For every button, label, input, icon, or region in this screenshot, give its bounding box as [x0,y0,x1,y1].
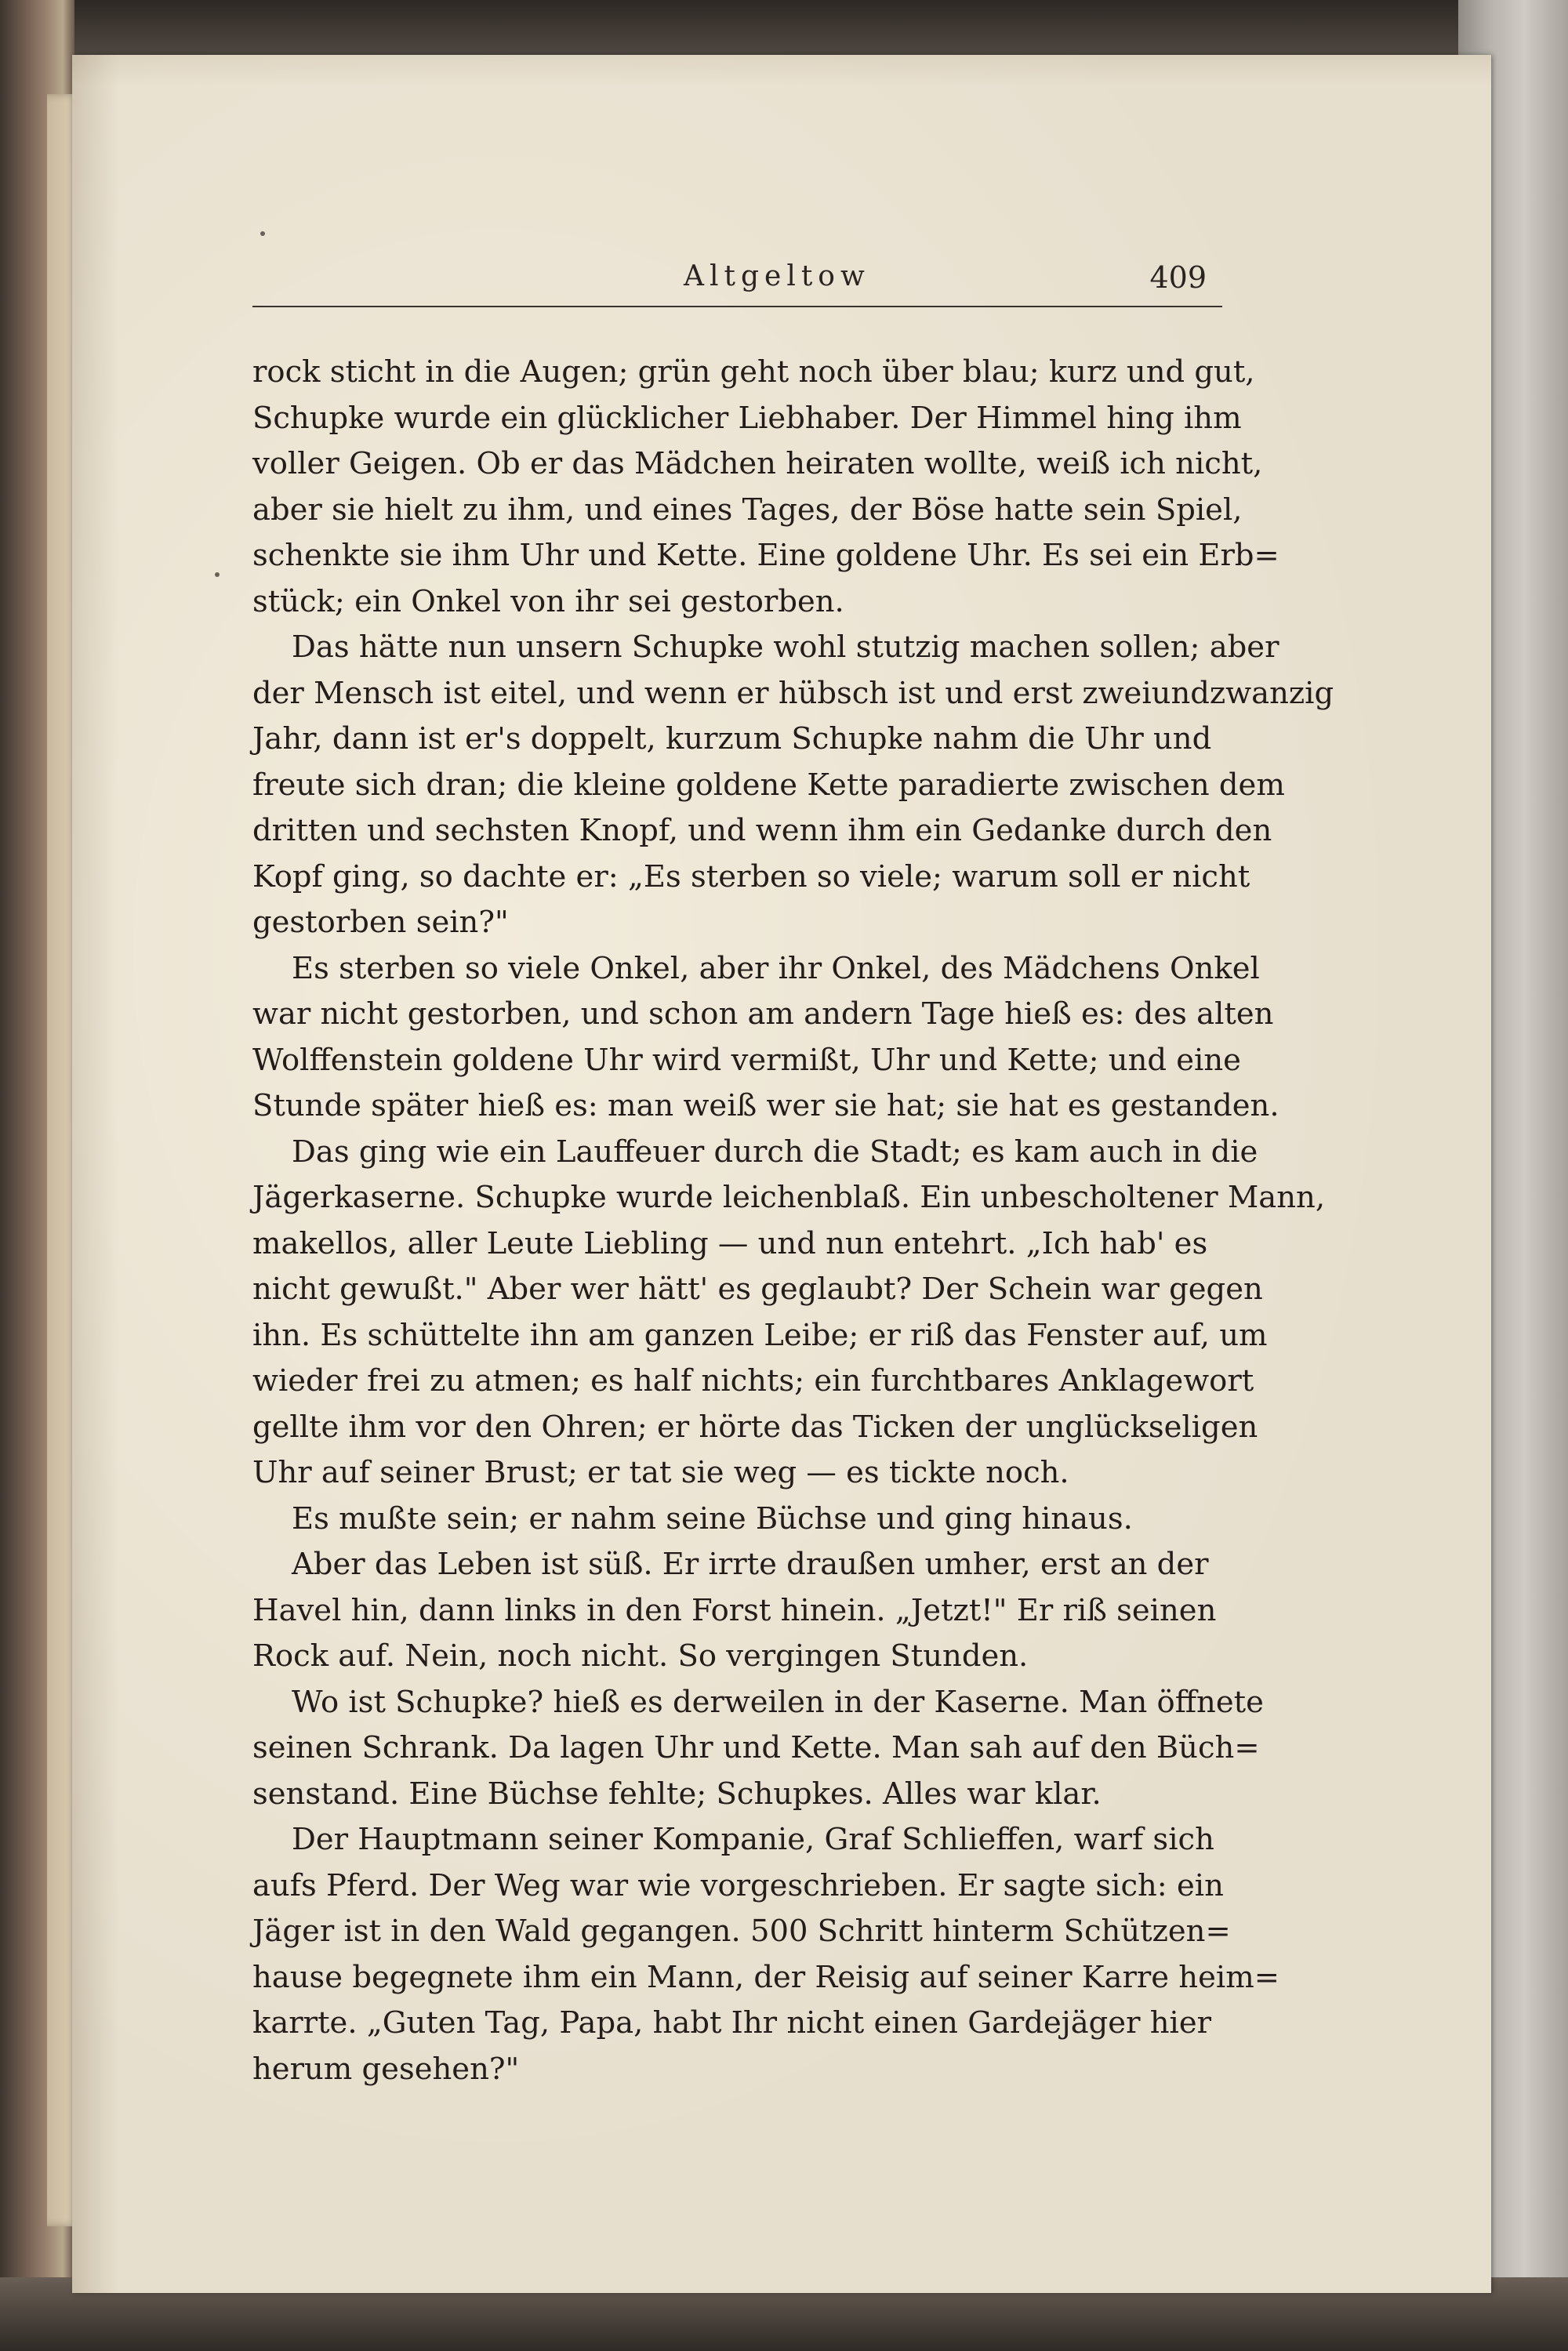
text-line: Stunde später hieß es: man weiß wer sie hat; sie hat es gestanden. [252,1088,1279,1123]
text-line: herum gesehen?" [252,2051,520,2087]
text-line: nicht gewußt." Aber wer hätt' es geglaubt? Der Schein war gegen [252,1272,1263,1307]
text-line: der Mensch ist eitel, und wenn er hübsch ist und erst zweiundzwanzig [252,675,1334,711]
text-line: freute sich dran; die kleine goldene Kette paradierte zwischen dem [252,767,1285,803]
text-line: war nicht gestorben, und schon am andern Tage hieß es: des alten [252,996,1274,1032]
body-text [252,350,1334,2092]
text-line: Jäger ist in den Wald gegangen. 500 Schritt hinterm Schützen= [252,1914,1231,1949]
text-line: voller Geigen. Ob er das Mädchen heiraten wollte, weiß ich nicht, [252,446,1263,481]
text-line: Aber das Leben ist süß. Er irrte draußen umher, erst an der [292,1547,1209,1582]
text-line: Wolffenstein goldene Uhr wird vermißt, Uhr und Kette; und eine [252,1042,1241,1078]
text-line: makellos, aller Leute Liebling — und nun entehrt. „Ich hab' es [252,1225,1208,1261]
text-line: Jägerkaserne. Schupke wurde leichenblaß. Ein unbescholtener Mann, [252,1180,1326,1215]
text-line: Schupke wurde ein glücklicher Liebhaber. Der Himmel hing ihm [252,400,1242,436]
text-line: Kopf ging, so dachte er: „Es sterben so viele; warum soll er nicht [252,858,1250,894]
page-paper [72,55,1491,2293]
text-line: Rock auf. Nein, noch nicht. So vergingen Stunden. [252,1638,1029,1674]
text-line: wieder frei zu atmen; es half nichts; ein furchtbares Anklagewort [252,1363,1254,1399]
text-line: aber sie hielt zu ihm, und eines Tages, der Böse hatte sein Spiel, [252,492,1243,528]
header-rule [252,306,1222,307]
text-line: Jahr, dann ist er's doppelt, kurzum Schupke nahm die Uhr und [252,721,1212,756]
text-line: Es mußte sein; er nahm seine Büchse und ging hinaus. [292,1500,1133,1536]
text-line: Der Hauptmann seiner Kompanie, Graf Schlieffen, warf sich [292,1822,1214,1857]
text-line: karrte. „Guten Tag, Papa, habt Ihr nicht einen Gardejäger hier [252,2005,1212,2041]
text-line: stück; ein Onkel von ihr sei gestorben. [252,583,844,619]
text-line: Das hätte nun unsern Schupke wohl stutzig machen sollen; aber [292,629,1279,665]
text-line: ihn. Es schüttelte ihn am ganzen Leibe; er riß das Fenster auf, um [252,1317,1268,1353]
text-line: gellte ihm vor den Ohren; er hörte das Ticken der unglückseligen [252,1409,1258,1445]
page-number: 409 [1149,260,1207,295]
text-line: Uhr auf seiner Brust; er tat sie weg — es tickte noch. [252,1455,1069,1490]
text-line: seinen Schrank. Da lagen Uhr und Kette. Man sah auf den Büch= [252,1730,1260,1765]
text-line: hause begegnete ihm ein Mann, der Reisig auf seiner Karre heim= [252,1959,1279,1995]
paper-speck [215,572,220,577]
paper-speck [260,231,265,236]
text-line: rock sticht in die Augen; grün geht noch über blau; kurz und gut, [252,354,1255,390]
text-line: Das ging wie ein Lauffeuer durch die Stadt; es kam auch in die [292,1134,1258,1170]
running-head-title: Altgeltow [684,260,870,292]
text-line: Havel hin, dann links in den Forst hinein. „Jetzt!" Er riß seinen [252,1592,1217,1628]
text-line: gestorben sein?" [252,905,509,940]
text-line: Wo ist Schupke? hieß es derweilen in der Kaserne. Man öffnete [292,1684,1264,1720]
text-line: Es sterben so viele Onkel, aber ihr Onkel, des Mädchens Onkel [292,950,1260,986]
text-line: senstand. Eine Büchse fehlte; Schupkes. Alles war klar. [252,1776,1102,1812]
text-line: schenkte sie ihm Uhr und Kette. Eine goldene Uhr. Es sei ein Erb= [252,538,1279,573]
text-line: dritten und sechsten Knopf, und wenn ihm ein Gedanke durch den [252,813,1272,848]
text-line: aufs Pferd. Der Weg war wie vorgeschrieben. Er sagte sich: ein [252,1867,1224,1903]
